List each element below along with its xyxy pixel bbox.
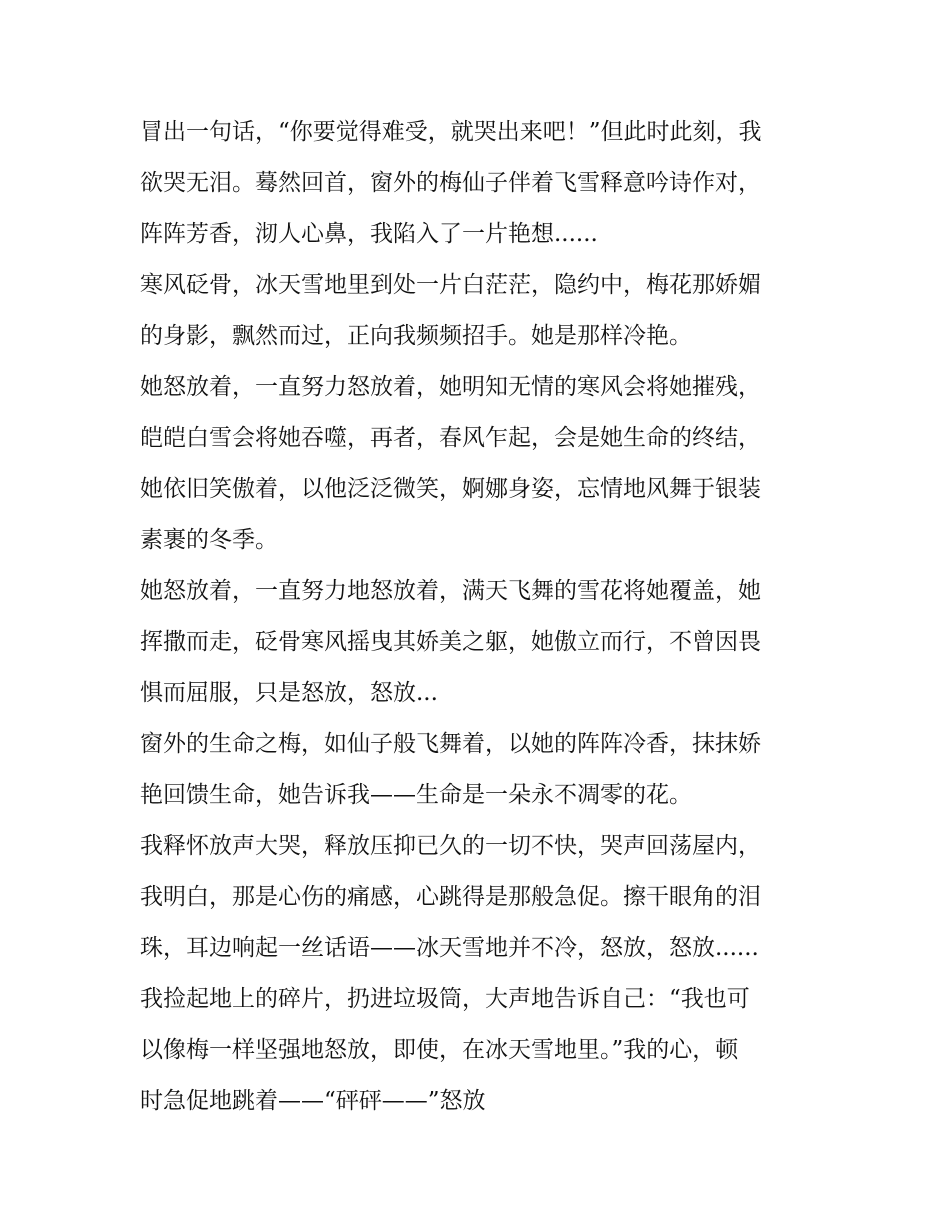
text-line: 她依旧笑傲着，以他泛泛微笑，婀娜身姿，忘情地风舞于银装 bbox=[140, 476, 761, 502]
text-line: 素裹的冬季。 bbox=[140, 527, 278, 553]
text-line: 欲哭无泪。蓦然回首，窗外的梅仙子伴着飞雪释意吟诗作对， bbox=[140, 170, 761, 196]
document-body bbox=[140, 107, 820, 1127]
text-line: 我明白，那是心伤的痛感，心跳得是那般急促。擦干眼角的泪 bbox=[140, 884, 761, 910]
text-line: 挥撒而走，砭骨寒风摇曳其娇美之躯，她傲立而行，不曾因畏 bbox=[140, 629, 761, 655]
text-line: 时急促地跳着——“砰砰——”怒放 bbox=[140, 1088, 486, 1114]
text-line: 皑皑白雪会将她吞噬，再者，春风乍起，会是她生命的终结， bbox=[140, 425, 761, 451]
text-line: 寒风砭骨，冰天雪地里到处一片白茫茫，隐约中，梅花那娇媚 bbox=[140, 272, 761, 298]
text-line: 以像梅一样坚强地怒放，即使，在冰天雪地里。”我的心，顿 bbox=[140, 1037, 739, 1063]
text-line: 阵阵芳香，沏人心鼻，我陷入了一片艳想...... bbox=[140, 221, 598, 247]
text-line: 艳回馈生命，她告诉我——生命是一朵永不凋零的花。 bbox=[140, 782, 692, 808]
text-line: 惧而屈服，只是怒放，怒放... bbox=[140, 680, 438, 706]
text-line: 珠，耳边响起一丝话语——冰天雪地并不冷，怒放，怒放...... bbox=[140, 935, 759, 961]
text-line: 她怒放着，一直努力怒放着，她明知无情的寒风会将她摧残， bbox=[140, 374, 761, 400]
text-line: 窗外的生命之梅，如仙子般飞舞着，以她的阵阵冷香，抹抹娇 bbox=[140, 731, 761, 757]
text-line: 我捡起地上的碎片，扔进垃圾筒，大声地告诉自己：“我也可 bbox=[140, 986, 750, 1012]
text-line: 的身影，飘然而过，正向我频频招手。她是那样冷艳。 bbox=[140, 323, 692, 349]
text-line: 我释怀放声大哭，释放压抑已久的一切不快，哭声回荡屋内， bbox=[140, 833, 761, 859]
text-line: 冒出一句话，“你要觉得难受，就哭出来吧！”但此时此刻，我 bbox=[140, 119, 762, 145]
text-line: 她怒放着，一直努力地怒放着，满天飞舞的雪花将她覆盖，她 bbox=[140, 578, 761, 604]
